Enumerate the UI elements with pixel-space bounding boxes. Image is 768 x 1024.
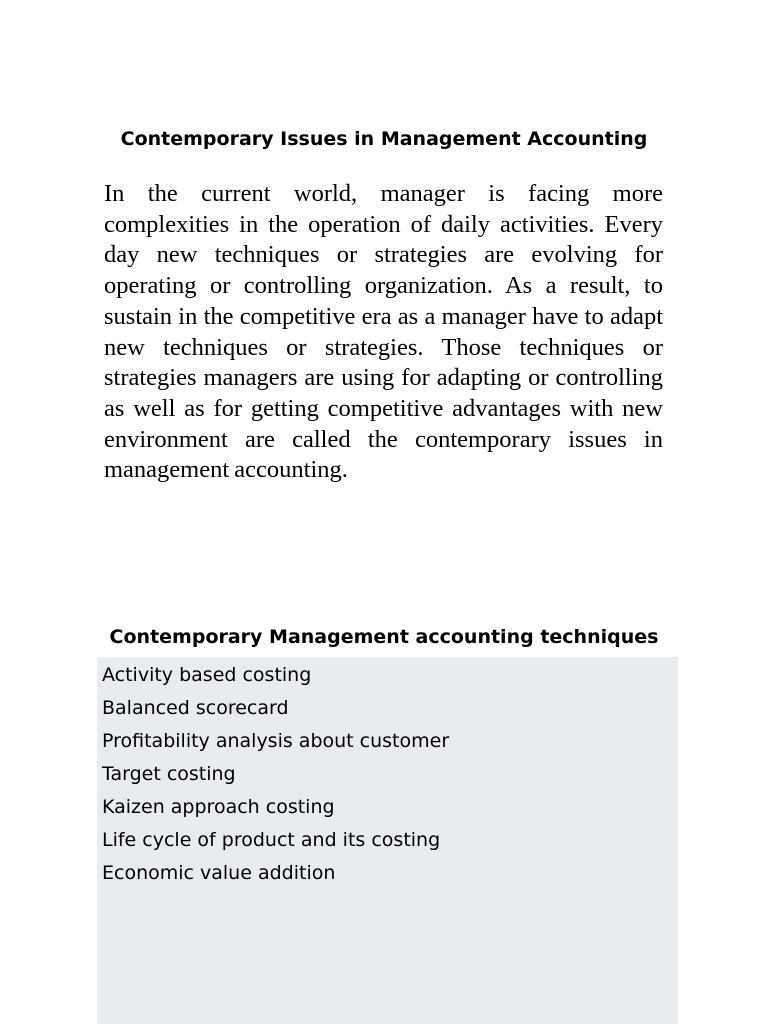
techniques-heading: Contemporary Management accounting techniques [109, 626, 659, 648]
list-item: Balanced scorecard [102, 697, 289, 719]
list-item: Target costing [102, 763, 236, 785]
techniques-panel [97, 657, 678, 1024]
list-item: Profitability analysis about customer [102, 730, 450, 752]
document-title: Contemporary Issues in Management Accounting [120, 128, 648, 150]
techniques-list [102, 659, 449, 890]
list-item: Activity based costing [102, 664, 312, 686]
intro-paragraph: In the current world, manager is facing more complexities in the operation of daily activities. Every day new techniques or strategies are evolving for operating or controlling organization. As a result, to sustain in the competitive era as a manager have to adapt new techniques or strategies. Those techniques or strategies managers are using for adapting or controlling as well as for getting competitive advantages with new environment are called the contemporary issues in management accounting. [104, 180, 663, 484]
list-item: Life cycle of product and its costing [102, 829, 441, 851]
list-item: Kaizen approach costing [102, 796, 335, 818]
list-item: Economic value addition [102, 862, 336, 884]
